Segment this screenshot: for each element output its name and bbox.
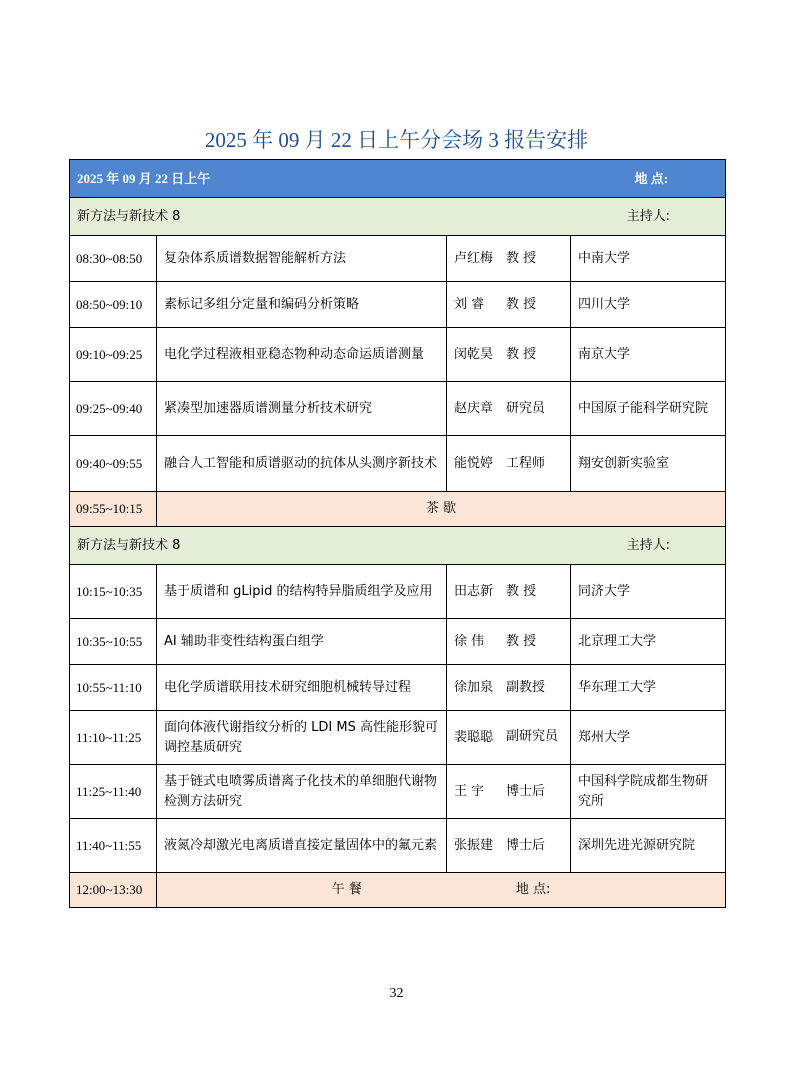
- section-header-cell: [70, 527, 726, 565]
- talk-time: 11:40~11:55: [70, 819, 157, 873]
- talk-role: 博士后: [506, 783, 546, 799]
- talk-speaker: 裴聪聪: [454, 729, 494, 745]
- lunch-label: 午 餐: [331, 882, 362, 897]
- talk-speaker: 田志新: [454, 583, 494, 599]
- talk-affiliation: 四川大学: [571, 282, 726, 328]
- talk-speaker-cell: [447, 565, 571, 619]
- talk-row: [70, 765, 726, 819]
- talk-time: 09:25~09:40: [70, 382, 157, 436]
- talk-row: [70, 328, 726, 382]
- tea-break-row: [70, 492, 726, 527]
- talk-role: 副教授: [506, 679, 546, 695]
- talk-speaker-cell: [447, 819, 571, 873]
- talk-time: 10:55~11:10: [70, 665, 157, 711]
- talk-speaker: 张振建: [454, 837, 494, 853]
- lunch-cell: [157, 873, 726, 908]
- talk-role: 教 授: [506, 296, 537, 312]
- talk-title: 液氮冷却激光电离质谱直接定量固体中的氟元素: [157, 819, 447, 873]
- talk-row: [70, 565, 726, 619]
- talk-title: 紧凑型加速器质谱测量分析技术研究: [157, 382, 447, 436]
- talk-speaker: 能悦婷: [454, 455, 494, 471]
- section-header-row: [70, 198, 726, 236]
- tea-break-label: 茶 歇: [157, 492, 726, 527]
- tea-break-time: 09:55~10:15: [70, 492, 157, 527]
- talk-speaker: 卢红梅: [454, 250, 494, 266]
- talk-row: [70, 436, 726, 492]
- talk-affiliation: 北京理工大学: [571, 619, 726, 665]
- talk-time: 09:10~09:25: [70, 328, 157, 382]
- session-location-label: 地 点:: [634, 170, 669, 186]
- talk-title: 复杂体系质谱数据智能解析方法: [157, 236, 447, 282]
- talk-role: 教 授: [506, 250, 537, 266]
- talk-row: [70, 382, 726, 436]
- talk-time: 10:15~10:35: [70, 565, 157, 619]
- session-header-row: [70, 160, 726, 198]
- section-header-cell: [70, 198, 726, 236]
- talk-role: 教 授: [506, 633, 537, 649]
- talk-title: 基于质谱和 gLipid 的结构特异脂质组学及应用: [157, 565, 447, 619]
- talk-time: 11:10~11:25: [70, 711, 157, 765]
- talk-time: 09:40~09:55: [70, 436, 157, 492]
- talk-speaker-cell: [447, 328, 571, 382]
- talk-title: 电化学质谱联用技术研究细胞机械转导过程: [157, 665, 447, 711]
- talk-row: [70, 819, 726, 873]
- talk-role: 博士后: [506, 837, 546, 853]
- talk-speaker-cell: [447, 665, 571, 711]
- talk-time: 08:30~08:50: [70, 236, 157, 282]
- talk-speaker: 徐 伟: [454, 633, 485, 649]
- schedule-table: [69, 159, 726, 908]
- section-title: 新方法与新技术 8: [77, 537, 181, 553]
- talk-time: 11:25~11:40: [70, 765, 157, 819]
- talk-row: [70, 665, 726, 711]
- talk-title: 基于链式电喷雾质谱离子化技术的单细胞代谢物检测方法研究: [157, 765, 447, 819]
- talk-speaker: 徐加泉: [454, 679, 494, 695]
- section-host-label: 主持人:: [626, 208, 671, 224]
- talk-title: 电化学过程液相亚稳态物种动态命运质谱测量: [157, 328, 447, 382]
- talk-affiliation: 南京大学: [571, 328, 726, 382]
- talk-affiliation: 中南大学: [571, 236, 726, 282]
- talk-affiliation: 翔安创新实验室: [571, 436, 726, 492]
- talk-title: 面向体液代谢指纹分析的 LDI MS 高性能形貌可调控基质研究: [157, 711, 447, 765]
- session-date: 2025 年 09 月 22 日上午: [77, 170, 211, 186]
- talk-speaker-cell: [447, 236, 571, 282]
- talk-role: 副研究员: [506, 729, 559, 745]
- talk-time: 10:35~10:55: [70, 619, 157, 665]
- talk-speaker: 赵庆章: [454, 400, 494, 416]
- talk-role: 研究员: [506, 400, 546, 416]
- talk-speaker-cell: [447, 711, 571, 765]
- talk-title: 融合人工智能和质谱驱动的抗体从头测序新技术: [157, 436, 447, 492]
- section-title: 新方法与新技术 8: [77, 208, 181, 224]
- talk-speaker: 王 宇: [454, 783, 485, 799]
- page-title: 2025 年 09 月 22 日上午分会场 3 报告安排: [204, 128, 589, 152]
- talk-role: 教 授: [506, 583, 537, 599]
- talk-speaker-cell: [447, 282, 571, 328]
- talk-affiliation: 同济大学: [571, 565, 726, 619]
- talk-role: 工程师: [506, 455, 546, 471]
- talk-row: [70, 711, 726, 765]
- talk-row: [70, 236, 726, 282]
- page-number: 32: [389, 986, 404, 1001]
- session-header-cell: [70, 160, 726, 198]
- talk-affiliation: 郑州大学: [571, 711, 726, 765]
- talk-time: 08:50~09:10: [70, 282, 157, 328]
- talk-affiliation: 深圳先进光源研究院: [571, 819, 726, 873]
- talk-role: 教 授: [506, 346, 537, 362]
- talk-row: [70, 619, 726, 665]
- lunch-location-label: 地 点:: [515, 882, 551, 897]
- talk-title: AI 辅助非变性结构蛋白组学: [157, 619, 447, 665]
- lunch-time: 12:00~13:30: [70, 873, 157, 908]
- talk-title: 素标记多组分定量和编码分析策略: [157, 282, 447, 328]
- lunch-row: [70, 873, 726, 908]
- talk-speaker: 闵乾昊: [454, 346, 494, 362]
- talk-speaker-cell: [447, 765, 571, 819]
- talk-speaker-cell: [447, 382, 571, 436]
- talk-speaker-cell: [447, 619, 571, 665]
- talk-affiliation: 华东理工大学: [571, 665, 726, 711]
- talk-speaker: 刘 睿: [454, 296, 485, 312]
- section-host-label: 主持人:: [626, 537, 671, 553]
- section-header-row: [70, 527, 726, 565]
- talk-affiliation: 中国科学院成都生物研究所: [571, 765, 726, 819]
- talk-row: [70, 282, 726, 328]
- talk-speaker-cell: [447, 436, 571, 492]
- talk-affiliation: 中国原子能科学研究院: [571, 382, 726, 436]
